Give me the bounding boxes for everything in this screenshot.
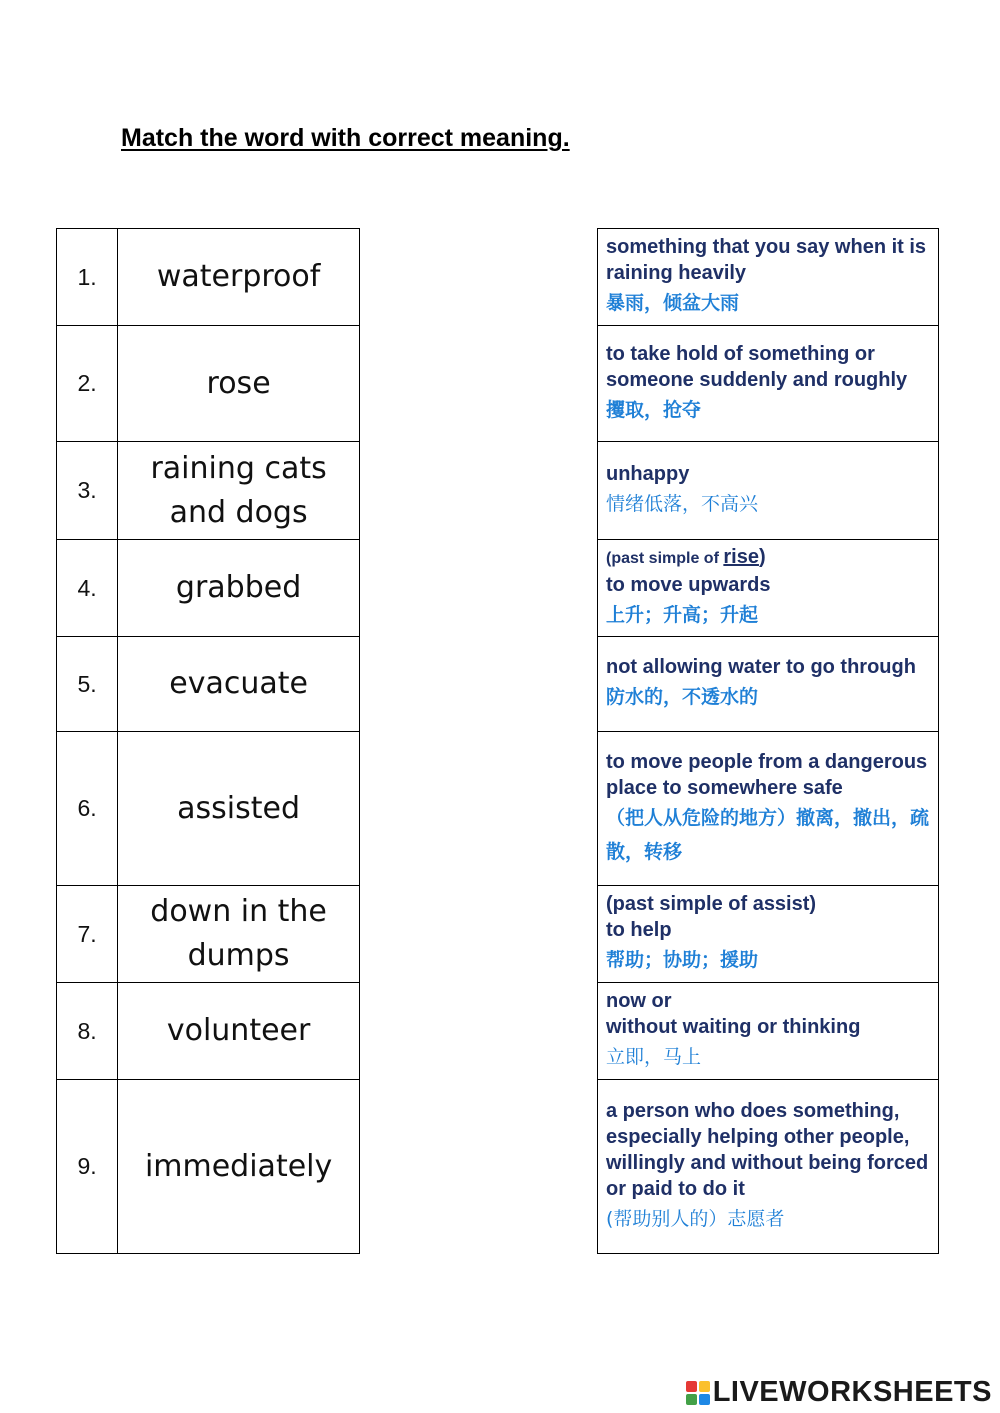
definition-english: without waiting or thinking [606, 1016, 861, 1038]
words-table [56, 228, 360, 1254]
word-number: 8. [57, 983, 118, 1080]
definition-row [598, 1080, 939, 1254]
definition-note: (past simple of assist) [606, 893, 817, 915]
definition-chinese: (帮助别人的）志愿者 [606, 1207, 785, 1230]
definition-cell[interactable] [598, 1080, 939, 1254]
word-row [57, 886, 360, 983]
word-row [57, 442, 360, 540]
word-cell: evacuate [118, 637, 360, 732]
definition-cell[interactable] [598, 732, 939, 886]
definition-cell[interactable] [598, 229, 939, 326]
note-key-word: rise [723, 546, 759, 568]
word-number: 4. [57, 540, 118, 637]
definition-cell[interactable] [598, 886, 939, 983]
word-row [57, 540, 360, 637]
word-cell: rose [118, 326, 360, 442]
word-cell: assisted [118, 732, 360, 886]
word-number: 9. [57, 1080, 118, 1254]
definition-row [598, 540, 939, 637]
logo-square [699, 1381, 710, 1392]
definition-chinese: 帮助；协助；援助 [606, 949, 759, 971]
word-row [57, 1080, 360, 1254]
definition-cell[interactable] [598, 983, 939, 1080]
definition-row [598, 229, 939, 326]
definition-cell[interactable] [598, 326, 939, 442]
word-number: 1. [57, 229, 118, 326]
definition-row [598, 983, 939, 1080]
definition-chinese: （把人从危险的地方）撤离，撤出，疏散，转移 [606, 806, 930, 863]
word-number: 5. [57, 637, 118, 732]
definition-english: to take hold of something or someone suddenly and roughly [606, 342, 908, 391]
word-number: 7. [57, 886, 118, 983]
word-cell: grabbed [118, 540, 360, 637]
word-cell: volunteer [118, 983, 360, 1080]
definition-english: not allowing water to go through [606, 656, 916, 678]
definition-row [598, 442, 939, 540]
definition-cell[interactable] [598, 442, 939, 540]
word-cell: immediately [118, 1080, 360, 1254]
definition-row [598, 326, 939, 442]
note-suffix: ) [758, 546, 766, 568]
definition-note: now or [606, 990, 672, 1012]
word-row [57, 229, 360, 326]
word-number: 3. [57, 442, 118, 540]
logo-square [686, 1381, 697, 1392]
definition-row [598, 637, 939, 732]
logo-square [699, 1394, 710, 1405]
word-cell: down in the dumps [118, 886, 360, 983]
definition-english: something that you say when it is raining heavily [606, 236, 927, 284]
definition-cell[interactable] [598, 540, 939, 637]
logo-square [686, 1394, 697, 1405]
definitions-table [597, 228, 939, 1254]
definition-english: a person who does something, especially helping other people, willingly and without being forced or paid to do it [606, 1099, 929, 1200]
word-cell: raining cats and dogs [118, 442, 360, 540]
definition-row [598, 732, 939, 886]
definition-chinese: 攫取，抢夺 [606, 398, 702, 421]
definition-english: to move upwards [606, 574, 771, 596]
definition-note [606, 544, 930, 572]
definition-chinese: 上升；升高；升起 [606, 604, 759, 626]
word-row [57, 983, 360, 1080]
logo-squares-icon [686, 1381, 710, 1405]
word-row [57, 326, 360, 442]
word-cell: waterproof [118, 229, 360, 326]
word-number: 2. [57, 326, 118, 442]
liveworksheets-logo [686, 1376, 992, 1409]
definition-chinese: 暴雨，倾盆大雨 [606, 292, 740, 314]
definition-chinese: 立即，马上 [606, 1046, 702, 1068]
word-number: 6. [57, 732, 118, 886]
definition-english: to move people from a dangerous place to somewhere safe [606, 750, 928, 799]
definition-row [598, 886, 939, 983]
definition-english: to help [606, 919, 672, 941]
word-row [57, 637, 360, 732]
note-prefix: (past simple of [606, 550, 724, 567]
logo-text: LIVEWORKSHEETS [712, 1376, 992, 1408]
definition-chinese: 防水的，不透水的 [606, 686, 759, 708]
definition-english: unhappy [606, 462, 690, 485]
word-row [57, 732, 360, 886]
definition-chinese: 情绪低落，不高兴 [606, 492, 759, 515]
definition-cell[interactable] [598, 637, 939, 732]
worksheet-title: Match the word with correct meaning. [121, 124, 570, 152]
